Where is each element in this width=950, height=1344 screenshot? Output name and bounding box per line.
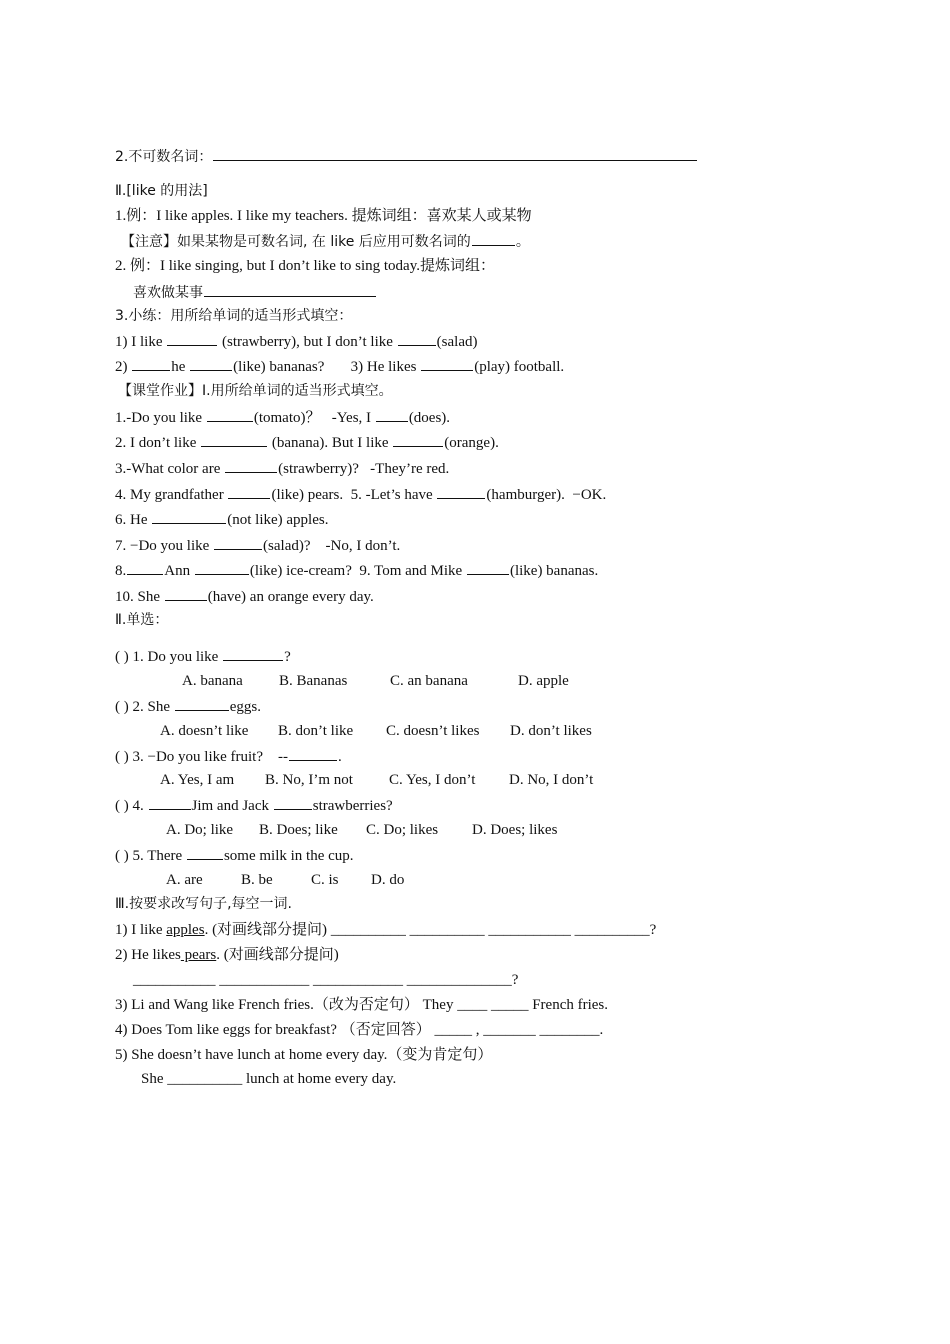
- answer-blank[interactable]: [213, 146, 697, 161]
- classwork-item-4-5: 4. My grandfather (like) pears. 5. -Let’s have (hamburger). −OK.: [115, 484, 606, 505]
- answer-blank[interactable]: [152, 509, 226, 524]
- classwork-item-8-9: 8. Ann (like) ice-cream? 9. Tom and Mike (like) bananas.: [115, 560, 598, 581]
- answer-blank[interactable]: [225, 458, 277, 473]
- answer-blank[interactable]: [289, 746, 337, 761]
- rewrite-item-4: 4) Does Tom like eggs for breakfast? （否定回答） _____ , _______ ________.: [115, 1022, 604, 1038]
- practice-heading: 3.小练：用所给单词的适当形式填空：: [115, 308, 353, 324]
- answer-blank[interactable]: [223, 646, 283, 661]
- answer-blank[interactable]: [167, 331, 217, 346]
- phrase-like-doing-line: 喜欢做某事: [133, 282, 377, 303]
- note-line: 【注意】如果某物是可数名词, 在 like 后应用可数名词的 。: [121, 231, 530, 252]
- classwork-item-3: 3.-What color are (strawberry)? -They’re red.: [115, 458, 449, 479]
- answer-blank[interactable]: [165, 586, 207, 601]
- option-b[interactable]: B. Does; like: [259, 822, 338, 838]
- option-a[interactable]: A. are: [166, 872, 203, 888]
- answer-blank[interactable]: [175, 696, 229, 711]
- option-b[interactable]: B. don’t like: [278, 723, 354, 739]
- answer-blank[interactable]: [132, 356, 170, 371]
- rewrite-item-2-blanks: ___________ ____________ ____________ ______________?: [133, 972, 519, 988]
- answer-blank[interactable]: [207, 407, 253, 422]
- answer-blank[interactable]: [274, 795, 312, 810]
- option-a[interactable]: A. doesn’t like: [160, 723, 249, 739]
- option-d[interactable]: D. Does; likes: [472, 822, 558, 838]
- multiple-choice-heading: Ⅱ.单选：: [115, 612, 169, 628]
- practice-item-1: 1) I like (strawberry), but I don’t like (salad): [115, 331, 477, 352]
- option-a[interactable]: A. banana: [182, 673, 243, 689]
- answer-blank[interactable]: [376, 407, 408, 422]
- classwork-item-7: 7. −Do you like (salad)? -No, I don’t.: [115, 535, 400, 556]
- mc-question-4: ( ) 4. Jim and Jack strawberries?: [115, 795, 393, 816]
- option-a[interactable]: A. Do; like: [166, 822, 234, 838]
- rewrite-item-2: 2) He likes pears. (对画线部分提问): [115, 947, 339, 963]
- answer-blank[interactable]: [201, 432, 267, 447]
- example-2-line: 2. 例：I like singing, but I don’t like to sing today.提炼词组：: [115, 258, 495, 274]
- option-b[interactable]: B. Bananas: [279, 673, 348, 689]
- answer-blank[interactable]: [421, 356, 473, 371]
- option-a[interactable]: A. Yes, I am: [160, 772, 235, 788]
- classwork-item-1: 1.-Do you like (tomato)？ -Yes, I (does).: [115, 407, 450, 428]
- answer-blank[interactable]: [187, 845, 223, 860]
- option-b[interactable]: B. be: [241, 872, 273, 888]
- option-c[interactable]: C. is: [311, 872, 339, 888]
- option-c[interactable]: C. an banana: [390, 673, 468, 689]
- rewrite-item-3: 3) Li and Wang like French fries.（改为否定句） They ____ _____ French fries.: [115, 997, 609, 1013]
- rewrite-item-5: 5) She doesn’t have lunch at home every day.（变为肯定句）: [115, 1047, 493, 1063]
- answer-blank[interactable]: [149, 795, 191, 810]
- answer-blank[interactable]: [393, 432, 443, 447]
- option-d[interactable]: D. No, I don’t: [509, 772, 594, 788]
- answer-blank[interactable]: [190, 356, 232, 371]
- option-b[interactable]: B. No, I’m not: [265, 772, 353, 788]
- rewrite-heading: Ⅲ.按要求改写句子,每空一词.: [115, 896, 293, 912]
- answer-blank[interactable]: [195, 560, 249, 575]
- option-d[interactable]: D. do: [371, 872, 405, 888]
- practice-item-2-3: 2) he (like) bananas? 3) He likes (play) football.: [115, 356, 564, 377]
- option-d[interactable]: D. apple: [518, 673, 569, 689]
- answer-blank[interactable]: [398, 331, 436, 346]
- rewrite-item-1: 1) I like apples. (对画线部分提问) __________ __________ ___________ __________?: [115, 922, 657, 938]
- rewrite-item-5-answer: She __________ lunch at home every day.: [141, 1071, 397, 1087]
- answer-blank[interactable]: [228, 484, 270, 499]
- example-1-line: 1.例：I like apples. I like my teachers. 提炼词组：喜欢某人或某物: [115, 208, 532, 224]
- option-d[interactable]: D. don’t likes: [510, 723, 592, 739]
- uncountable-nouns-line: 2.不可数名词：: [115, 146, 698, 167]
- classwork-item-6: 6. He (not like) apples.: [115, 509, 328, 530]
- mc-question-5: ( ) 5. There some milk in the cup.: [115, 845, 354, 866]
- section-like-usage-heading: Ⅱ.[like 的用法]: [115, 183, 208, 199]
- answer-blank[interactable]: [472, 231, 515, 246]
- option-c[interactable]: C. doesn’t likes: [386, 723, 480, 739]
- mc-question-3: ( ) 3. −Do you like fruit? -- .: [115, 746, 342, 767]
- option-c[interactable]: C. Do; likes: [366, 822, 439, 838]
- answer-blank[interactable]: [204, 282, 376, 297]
- answer-blank[interactable]: [214, 535, 262, 550]
- answer-blank[interactable]: [437, 484, 485, 499]
- answer-blank[interactable]: [127, 560, 163, 575]
- classwork-heading: 【课堂作业】Ⅰ.用所给单词的适当形式填空。: [118, 383, 393, 399]
- answer-blank[interactable]: [467, 560, 509, 575]
- mc-question-2: ( ) 2. She eggs.: [115, 696, 261, 717]
- classwork-item-10: 10. She (have) an orange every day.: [115, 586, 374, 607]
- classwork-item-2: 2. I don’t like (banana). But I like (orange).: [115, 432, 499, 453]
- mc-question-1: ( ) 1. Do you like ?: [115, 646, 291, 667]
- option-c[interactable]: C. Yes, I don’t: [389, 772, 476, 788]
